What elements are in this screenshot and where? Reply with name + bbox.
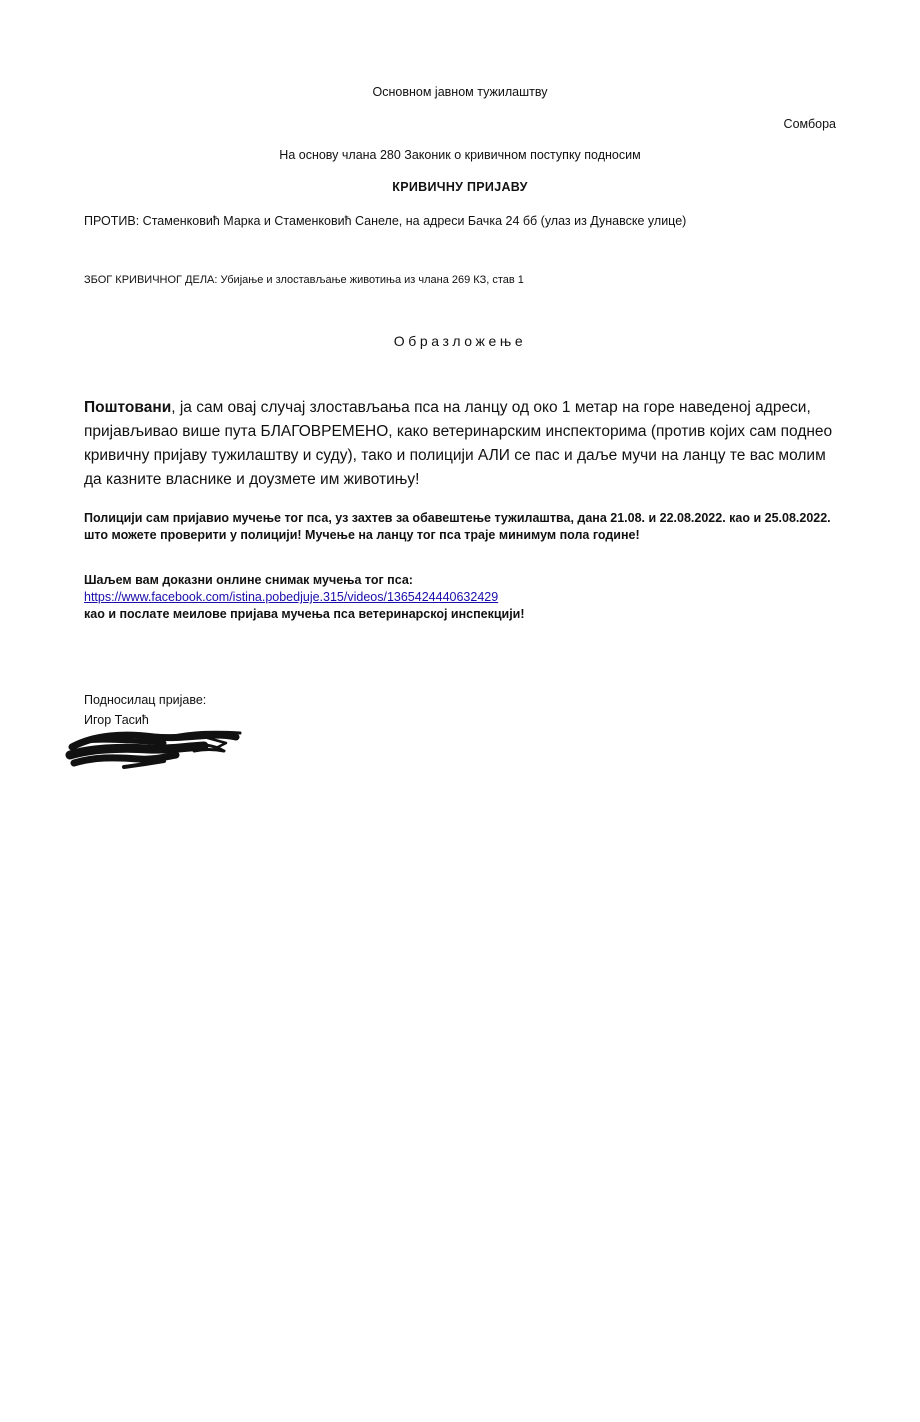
evidence-block [84, 572, 844, 623]
main-paragraph-text: , ја сам овај случај злостављања пса на ланцу од око 1 метар на горе наведеној адреси, пријављивао више пута БЛАГОВРЕМЕНО, како ветеринарским инспекторима (против којих сам поднео кривичну пријаву тужилаштву и суду), тако и полицији АЛИ се пас и даље мучи на ланцу те вас молим да казните власнике и доузмете им животињу! [84, 399, 833, 488]
evidence-intro: Шаљем вам доказни онлине снимак мучења тог пса: [84, 573, 413, 587]
evidence-outro: као и послате меилове пријава мучења пса ветеринарској инспекцији! [84, 607, 525, 621]
reasoning-heading: Образложење [393, 333, 527, 349]
evidence-link[interactable]: https://www.facebook.com/istina.pobedjuje.315/videos/1365424440632429 [84, 590, 499, 604]
police-report-paragraph: Полицији сам пријавио мучење тог пса, уз захтев за обавештење тужилаштва, дана 21.08. и 22.08.2022. као и 25.08.2022. што можете проверити у полицији! Мучење на ланцу тог пса траје минимум пола године! [84, 511, 831, 542]
city: Сомбора [783, 117, 836, 131]
against-line: ПРОТИВ: Стаменковић Марка и Стаменковић Санеле, на адреси Бачка 24 бб (улаз из Дунавске улице) [84, 214, 687, 228]
greeting: Поштовани [84, 399, 172, 416]
submitter-name: Игор Тасић [84, 713, 149, 727]
legal-basis: На основу члана 280 Законик о кривичном поступку подносим [279, 148, 641, 162]
main-paragraph [84, 396, 834, 492]
document-title: КРИВИЧНУ ПРИЈАВУ [392, 180, 528, 194]
redacted-signature [64, 727, 242, 771]
offense-line: ЗБОГ КРИВИЧНОГ ДЕЛА: Убијање и злостављање животиња из члана 269 КЗ, став 1 [84, 274, 524, 286]
addressee: Основном јавном тужилаштву [372, 85, 548, 99]
submitter-label: Подносилац пријаве: [84, 693, 207, 707]
